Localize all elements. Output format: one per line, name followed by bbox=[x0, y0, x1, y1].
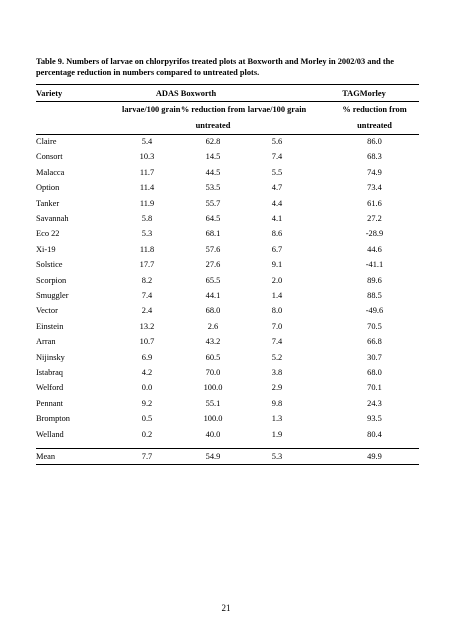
row-variety: Claire bbox=[36, 137, 57, 146]
row-variety: Xi-19 bbox=[36, 244, 56, 254]
row-variety: Solstice bbox=[36, 260, 63, 270]
row-larvae-boxworth: 8.2 bbox=[141, 275, 153, 285]
row-reduction-boxworth: 60.5 bbox=[205, 352, 221, 362]
col-reduction-header-boxworth: % reduction from bbox=[180, 105, 246, 114]
row-larvae-boxworth: 5.3 bbox=[141, 229, 153, 239]
row-larvae-morley: 4.7 bbox=[271, 183, 283, 193]
row-reduction-boxworth: 55.1 bbox=[205, 398, 221, 408]
row-reduction-boxworth: 57.6 bbox=[205, 244, 221, 254]
row-variety: Welford bbox=[36, 383, 64, 393]
row-larvae-morley: 8.6 bbox=[271, 229, 283, 239]
row-reduction-morley: 80.4 bbox=[367, 429, 382, 439]
row-larvae-morley: 3.8 bbox=[271, 368, 283, 377]
site-boxworth-header: ADAS Boxworth bbox=[155, 89, 217, 98]
row-reduction-morley: -49.6 bbox=[365, 306, 384, 316]
row-reduction-boxworth: 100.0 bbox=[203, 414, 223, 424]
row-larvae-morley: 2.9 bbox=[271, 383, 283, 393]
table-caption: Table 9. Numbers of larvae on chlorpyrifos treated plots at Boxworth and Morley in 2002/03 and the percentage reduction in numbers compared to untreated plots. bbox=[36, 57, 395, 77]
row-larvae-boxworth: 11.7 bbox=[139, 167, 155, 177]
site-morley-header: TAGMorley bbox=[342, 89, 386, 98]
table-header-rule bbox=[36, 101, 419, 102]
row-larvae-morley: 5.2 bbox=[271, 352, 283, 362]
col-larvae-header-boxworth: larvae/100 grain bbox=[122, 105, 181, 114]
row-larvae-boxworth: 4.2 bbox=[141, 368, 153, 377]
table-bottom-rule bbox=[36, 464, 419, 465]
row-variety: Malacca bbox=[36, 167, 65, 177]
row-reduction-boxworth: 27.6 bbox=[205, 260, 221, 270]
row-larvae-boxworth: 0.5 bbox=[141, 414, 153, 424]
row-variety: Welland bbox=[36, 429, 64, 439]
row-reduction-morley: 89.6 bbox=[367, 275, 382, 285]
row-reduction-morley: 68.3 bbox=[367, 152, 382, 162]
row-variety: Option bbox=[36, 183, 60, 193]
row-reduction-morley: 68.0 bbox=[367, 368, 382, 377]
row-variety: Scorpion bbox=[36, 275, 67, 285]
row-larvae-boxworth: 11.4 bbox=[139, 183, 155, 193]
row-larvae-morley: 1.9 bbox=[271, 429, 283, 439]
row-larvae-boxworth: 0.2 bbox=[141, 429, 153, 439]
row-variety: Consort bbox=[36, 152, 63, 162]
row-reduction-morley: 93.5 bbox=[367, 414, 382, 424]
row-reduction-boxworth: 44.5 bbox=[205, 167, 221, 177]
row-larvae-morley: 7.4 bbox=[271, 152, 283, 162]
row-larvae-morley: 6.7 bbox=[271, 244, 283, 254]
row-reduction-morley: 70.5 bbox=[367, 321, 382, 331]
row-variety: Smuggler bbox=[36, 291, 69, 300]
row-larvae-morley: 4.4 bbox=[271, 198, 283, 208]
row-reduction-boxworth: 2.6 bbox=[207, 321, 219, 331]
row-larvae-boxworth: 5.4 bbox=[141, 137, 153, 146]
row-larvae-morley: 5.5 bbox=[271, 167, 283, 177]
row-reduction-morley: 61.6 bbox=[367, 198, 382, 208]
row-larvae-morley: 5.6 bbox=[271, 137, 283, 146]
row-variety: Tanker bbox=[36, 198, 60, 208]
col-reduction-header-morley: % reduction from bbox=[342, 105, 407, 114]
mean-reduction-morley: 49.9 bbox=[367, 452, 382, 461]
row-larvae-morley: 1.3 bbox=[271, 414, 283, 424]
row-reduction-morley: 44.6 bbox=[367, 244, 382, 254]
row-reduction-morley: 24.3 bbox=[367, 398, 382, 408]
row-larvae-morley: 9.8 bbox=[271, 398, 283, 408]
row-reduction-boxworth: 62.8 bbox=[205, 137, 221, 146]
row-larvae-boxworth: 11.8 bbox=[139, 244, 155, 254]
row-variety: Arran bbox=[36, 337, 56, 347]
row-variety: Eco 22 bbox=[36, 229, 60, 239]
row-larvae-boxworth: 11.9 bbox=[139, 198, 155, 208]
row-reduction-boxworth: 100.0 bbox=[203, 383, 223, 393]
row-reduction-morley: 86.0 bbox=[367, 137, 382, 146]
row-larvae-morley: 7.0 bbox=[271, 321, 283, 331]
row-reduction-boxworth: 64.5 bbox=[205, 214, 221, 223]
page-number: 21 bbox=[221, 603, 231, 613]
mean-larvae-morley: 5.3 bbox=[271, 452, 283, 461]
row-larvae-morley: 1.4 bbox=[271, 291, 283, 300]
col-larvae-header-morley: larvae/100 grain bbox=[247, 105, 307, 114]
row-variety: Einstein bbox=[36, 321, 64, 331]
row-larvae-morley: 2.0 bbox=[271, 275, 283, 285]
row-larvae-boxworth: 13.2 bbox=[139, 321, 155, 331]
row-reduction-boxworth: 53.5 bbox=[205, 183, 221, 193]
row-reduction-boxworth: 68.0 bbox=[205, 306, 221, 316]
row-larvae-boxworth: 10.7 bbox=[139, 337, 155, 347]
row-larvae-boxworth: 2.4 bbox=[141, 306, 153, 316]
mean-label: Mean bbox=[36, 452, 56, 461]
row-reduction-boxworth: 14.5 bbox=[205, 152, 221, 162]
row-larvae-boxworth: 17.7 bbox=[139, 260, 155, 270]
table-top-rule bbox=[36, 84, 419, 85]
row-reduction-boxworth: 70.0 bbox=[205, 368, 221, 377]
table-mean-rule bbox=[36, 448, 419, 449]
row-variety: Vector bbox=[36, 306, 58, 316]
mean-larvae-boxworth: 7.7 bbox=[141, 452, 153, 461]
row-larvae-morley: 9.1 bbox=[271, 260, 283, 270]
row-larvae-boxworth: 10.3 bbox=[139, 152, 155, 162]
row-reduction-morley: -41.1 bbox=[365, 260, 384, 270]
row-larvae-morley: 7.4 bbox=[271, 337, 283, 347]
row-reduction-boxworth: 65.5 bbox=[205, 275, 221, 285]
row-larvae-boxworth: 9.2 bbox=[141, 398, 153, 408]
row-variety: Nijinsky bbox=[36, 352, 65, 362]
row-reduction-morley: 88.5 bbox=[367, 291, 382, 300]
row-reduction-boxworth: 43.2 bbox=[205, 337, 221, 347]
row-variety: Pennant bbox=[36, 398, 63, 408]
row-reduction-morley: -28.9 bbox=[365, 229, 384, 239]
row-variety: Istabraq bbox=[36, 368, 63, 377]
row-reduction-boxworth: 40.0 bbox=[205, 429, 221, 439]
row-larvae-boxworth: 5.8 bbox=[141, 214, 153, 223]
row-reduction-morley: 30.7 bbox=[367, 352, 382, 362]
variety-header: Variety bbox=[36, 89, 63, 98]
row-reduction-boxworth: 44.1 bbox=[205, 291, 221, 300]
row-larvae-morley: 4.1 bbox=[271, 214, 283, 223]
row-larvae-boxworth: 7.4 bbox=[141, 291, 153, 300]
row-variety: Brompton bbox=[36, 414, 70, 424]
mean-reduction-boxworth: 54.9 bbox=[205, 452, 221, 461]
row-reduction-morley: 73.4 bbox=[367, 183, 382, 193]
row-reduction-morley: 70.1 bbox=[367, 383, 382, 393]
col-reduction-header-boxworth-line2: untreated bbox=[195, 121, 231, 130]
row-reduction-boxworth: 55.7 bbox=[205, 198, 221, 208]
row-reduction-morley: 66.8 bbox=[367, 337, 382, 347]
table-subheader-rule bbox=[36, 134, 419, 135]
row-larvae-boxworth: 0.0 bbox=[141, 383, 153, 393]
row-reduction-morley: 74.9 bbox=[367, 167, 382, 177]
row-larvae-boxworth: 6.9 bbox=[141, 352, 153, 362]
row-larvae-morley: 8.0 bbox=[271, 306, 283, 316]
row-reduction-morley: 27.2 bbox=[367, 214, 382, 223]
col-reduction-header-morley-line2: untreated bbox=[357, 121, 392, 130]
row-variety: Savannah bbox=[36, 214, 69, 223]
row-reduction-boxworth: 68.1 bbox=[205, 229, 221, 239]
